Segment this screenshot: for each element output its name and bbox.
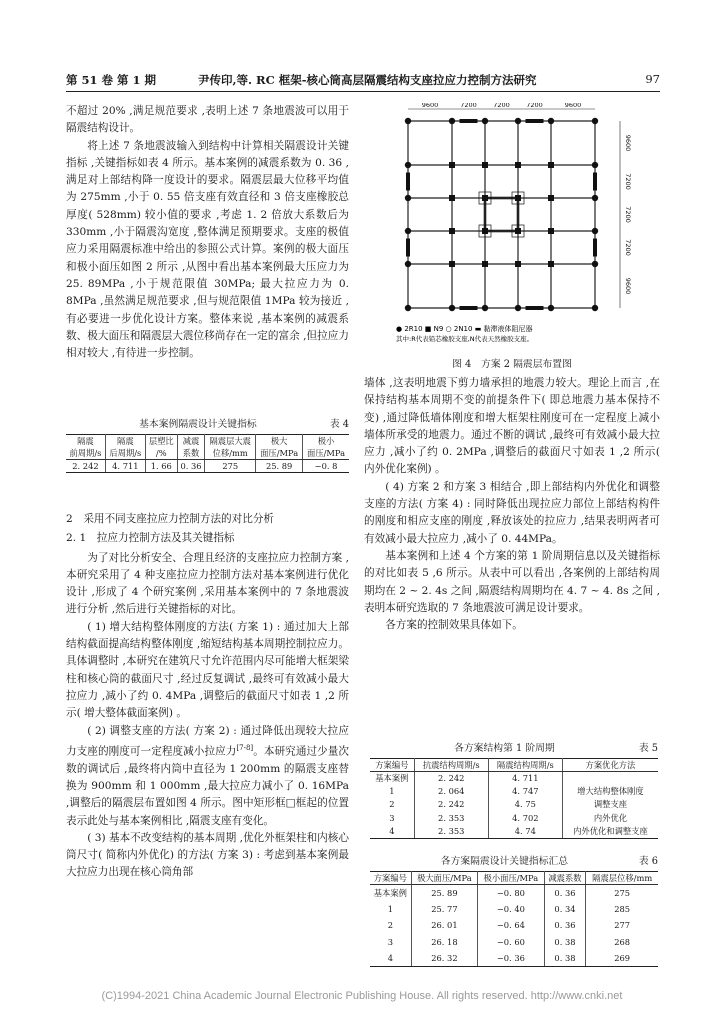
left-column-bottom	[66, 510, 349, 882]
table-cell: −0. 8	[303, 460, 349, 473]
table-cell: 内外优化	[593, 812, 628, 823]
table-cell: 268	[614, 936, 631, 947]
bearing-2R10	[482, 118, 488, 124]
header-line: 面压/MPa	[260, 448, 299, 458]
header-line: 系数	[182, 448, 200, 458]
bearing-N9	[548, 162, 554, 168]
bearing-N9	[482, 261, 488, 267]
bearing-2R10	[405, 228, 411, 234]
table-cell: −0. 64	[478, 917, 544, 933]
running-header	[66, 72, 660, 92]
column-header	[205, 435, 256, 460]
table-row	[370, 885, 658, 902]
table-cell	[562, 772, 658, 786]
header-line: 隔震	[117, 436, 134, 446]
column-header	[177, 435, 205, 460]
page-number: 97	[645, 72, 660, 86]
table-cell: 基本案例	[370, 885, 411, 902]
core-tube	[485, 198, 518, 231]
bearing-2R10	[405, 305, 411, 311]
header-line: 极小	[317, 436, 335, 446]
bearing-2R10	[482, 305, 488, 311]
table-row	[370, 825, 658, 839]
table-header-row	[370, 759, 658, 772]
column-header: 极小面压/MPa	[478, 872, 544, 885]
header-line: 面压/MPa	[307, 448, 346, 458]
table-cell: 0. 36	[544, 885, 586, 902]
column-header: 隔震结构周期/s	[488, 759, 562, 772]
bearing-2R10	[592, 228, 598, 234]
table-cell: 4. 711	[105, 460, 145, 473]
table-cell: 0. 34	[544, 901, 586, 917]
paragraph: 为了对比分析安全、合理且经济的支座拉应力控制方案 ,本研究采用了 4 种支座拉应力控制方法对基本案例进行优化设计 ,形成了 4 个研究案例 ,采用基本案例中的 7 条地震波进行分析 ,然后进行关键指标的对比。	[66, 551, 349, 616]
table-cell: 基本案例	[370, 772, 414, 786]
table-cell: 2. 353	[414, 812, 488, 825]
table-cell: 调整支座	[593, 799, 628, 810]
table-cell: 4. 747	[488, 785, 562, 798]
table-cell: 2. 064	[414, 785, 488, 798]
table-cell: 2. 242	[414, 772, 488, 786]
bearing-2R10	[592, 118, 598, 124]
right-column	[364, 375, 660, 634]
paragraph: 各方案的控制效果具体如下。	[385, 619, 523, 632]
paragraph: ( 4) 方案 2 和方案 3 相结合 ,即上部结构内外优化和调整支座的方法( 方案 4) : 同时降低出现拉应力部位上部结构构件的刚度和相应支座的刚度 ,释放该处的拉应力 ,结果表明两者可有效减小最大拉应力 ,减小了 0. 44MPa。	[364, 480, 660, 545]
bearing-2R10	[515, 118, 521, 124]
viscous-damper	[526, 306, 544, 310]
dimension-label: 7200	[526, 103, 543, 109]
dimension-label: 7200	[624, 239, 632, 256]
table-6	[370, 855, 658, 967]
bearing-N9	[482, 195, 488, 201]
figure-4	[392, 103, 642, 343]
table-row	[370, 785, 658, 798]
table-number: 表 5	[638, 743, 658, 754]
table-cell: 277	[614, 920, 631, 931]
table-cell: 25. 89	[411, 885, 477, 902]
dimension-label: 9600	[421, 103, 439, 109]
column-header	[256, 435, 303, 460]
bearing-N9	[482, 162, 488, 168]
running-title: 尹传印,等. RC 框架-核心筒高层隔震结构支座拉应力控制方法研究	[198, 73, 537, 87]
bearing-N9	[515, 162, 521, 168]
table-cell: 增大结构整体刚度	[577, 786, 644, 797]
copyright-footer: (C)1994-2021 China Academic Journal Electronic Publishing House. All rights reserved. http://www.cnki.net	[101, 990, 623, 1002]
bearing-N9	[548, 228, 554, 234]
table-cell: 3	[370, 812, 414, 825]
dimension-label: 7200	[493, 103, 510, 109]
table-cell: 内外优化和调整支座	[562, 825, 658, 839]
bearing-N9	[515, 228, 521, 234]
bearing-N9	[548, 261, 554, 267]
table-cell: 275	[614, 888, 631, 898]
column-header: 减震系数	[544, 872, 586, 885]
table-4-grid	[66, 434, 349, 473]
header-rule	[66, 91, 660, 92]
header-line: 隔震层大震	[209, 436, 251, 446]
table-cell: 26. 18	[411, 934, 477, 950]
column-header: 极大面压/MPa	[411, 872, 477, 885]
bearing-2R10	[405, 195, 411, 201]
table-cell: 1	[370, 785, 414, 798]
left-column-top	[66, 103, 349, 362]
column-header: 方案编号	[370, 759, 414, 772]
column-header: 隔震层位移/mm	[586, 872, 658, 885]
table-6-grid	[370, 871, 658, 967]
bearing-N9	[548, 195, 554, 201]
bearing-2R10	[449, 305, 455, 311]
header-line: 位移/mm	[212, 448, 248, 458]
citation: [7-8]	[236, 743, 254, 752]
paragraph-text: 。本研究通过少量次数的调试后 ,最终将内筒中直径为 1 200mm 的隔震支座替换为 900mm 和 1 000mm ,最大拉应力减小了 0. 16MPa ,调整后的隔震层布置如图 4 所示。图中矩形框□框起的位置表示此处与基本案例相比 ,隔震支座有变化。	[66, 745, 350, 827]
figure-caption: 图 4 方案 2 隔震层布置图	[452, 359, 572, 370]
table-caption	[370, 742, 658, 756]
table-row	[370, 901, 658, 917]
viscous-damper	[526, 119, 544, 123]
bearing-2R10	[405, 118, 411, 124]
table-cell: −0. 40	[478, 901, 544, 917]
table-cell: 2. 353	[414, 825, 488, 839]
table-row	[66, 460, 349, 473]
paragraph: 不超过 20% ,满足规范要求 ,表明上述 7 条地震波可以用于隔震结构设计。	[66, 105, 349, 135]
paragraph: 墙体 ,这表明地震下剪力墙承担的地震力较大。理论上而言 ,在保持结构基本周期不变的前提条件下( 即总地震力基本保持不变) ,通过降低墙体刚度和增大框架柱刚度可在一定程度上减小墙体所承受的地震力。通过不断的调试 ,最终可有效减小最大拉应力 ,减小了约 0. 2MPa ,调整后的截面尺寸如表 1 ,2 所示( 内外优化案例) 。	[364, 377, 660, 476]
column-header: 抗震结构周期/s	[414, 759, 488, 772]
dimension-label: 7200	[624, 173, 632, 190]
header-line: /%	[155, 448, 167, 458]
bearing-N9	[449, 261, 455, 267]
table-header-row	[370, 872, 658, 885]
table-cell: 1	[370, 901, 411, 917]
table-cell: −0. 80	[478, 885, 544, 902]
bearing-2R10	[592, 162, 598, 168]
table-cell: 0. 36	[544, 917, 586, 933]
figure-note: 其中:R代表铅芯橡胶支座,N代表天然橡胶支座。	[396, 335, 534, 343]
table-5	[370, 742, 658, 839]
table-cell: 2	[370, 798, 414, 811]
bearing-N9	[482, 228, 488, 234]
section-heading: 2 采用不同支座拉应力控制方法的对比分析	[66, 513, 275, 525]
viscous-damper	[406, 173, 410, 191]
bearing-2R10	[405, 261, 411, 267]
dimension-label: 9600	[624, 277, 632, 295]
table-number: 表 6	[638, 856, 658, 867]
paragraph-text: ( 2) 调整支座的方法( 方案 2) : 通过降低出现较大拉应力支座的刚度可一定程度减小拉应力	[66, 724, 349, 758]
bearing-2R10	[592, 195, 598, 201]
header-line: 极大	[270, 436, 288, 446]
bearing-2R10	[592, 305, 598, 311]
dimension-label: 9600	[624, 134, 632, 152]
table-cell: −0. 60	[478, 934, 544, 950]
table-cell: 26. 32	[411, 950, 477, 967]
table-cell: 4. 74	[488, 825, 562, 839]
viscous-damper	[406, 239, 410, 257]
table-cell: 4	[370, 825, 414, 839]
dimension-label: 7200	[460, 103, 477, 109]
header-line: 隔震	[77, 436, 94, 446]
table-cell: 4	[370, 950, 411, 967]
bearing-N9	[515, 261, 521, 267]
column-header: 方案优化方法	[562, 759, 658, 772]
table-row	[370, 812, 658, 825]
table-5-grid	[370, 758, 658, 839]
table-caption	[370, 855, 658, 869]
bearing-2R10	[449, 118, 455, 124]
column-header	[105, 435, 145, 460]
viscous-damper	[460, 119, 478, 123]
bearing-N9	[515, 195, 521, 201]
table-cell: 269	[586, 950, 658, 967]
bearing-2R10	[592, 261, 598, 267]
bearing-N9	[449, 228, 455, 234]
paragraph: ( 1) 增大结构整体刚度的方法( 方案 1) : 通过加大上部结构截面提高结构整体刚度 ,缩短结构基本周期控制拉应力。具体调整时 ,本研究在建筑尺寸允许范围内尽可能增大框架梁柱和核心筒的截面尺寸 ,经过反复调试 ,最终可有效减小最大拉应力 ,减小了约 0. 4MPa ,调整后的截面尺寸如表 1 ,2 所示( 增大整体截面案例) 。	[66, 620, 349, 720]
paragraph: 将上述 7 条地震波输入到结构中计算相关隔震设计关键指标 ,关键指标如表 4 所示。基本案例的减震系数为 0. 36 ,满足对上部结构降一度设计的要求。隔震层最大位移平均值为 275mm ,小于 0. 55 倍支座有效直径和 3 倍支座橡胶总厚度( 528mm) 较小值的要求 ,考虑 1. 2 倍放大系数后为 330mm ,小于隔震沟宽度 ,整体满足预期要求。支座的极值应力采用隔震标准中给出的参照公式计算。案例的极大面压和极小面压如图 2 所示 ,从图中看出基本案例最大压应力为 25. 89MPa ,小于规范限值 30MPa; 最大拉应力为 0. 8MPa ,虽然满足规范要求 ,但与规范限值 1MPa 较为接近 ,有必要进一步优化设计方案。整体来说 ,基本案例的减震系数、极大面压和隔震层大震位移尚存在一定的富余 ,但拉应力相对较大 ,有待进一步控制。	[66, 139, 349, 360]
paragraph: 基本案例和上述 4 个方案的第 1 阶周期信息以及关键指标的对比如表 5 ,6 所示。从表中可以看出 ,各案例的上部结构周期均在 2 ~ 2. 4s 之间 ,隔震结构周期均在 4. 7 ~ 4. 8s 之间 ,表明本研究选取的 7 条地震波可满足设计要求。	[364, 549, 660, 614]
table-row	[370, 950, 658, 967]
table-number: 表 4	[329, 419, 349, 430]
journal-issue: 第 51 卷 第 1 期	[66, 73, 157, 87]
table-row	[370, 934, 658, 950]
paragraph: ( 3) 基本不改变结构的基本周期 ,优化外框架柱和内核心筒尺寸( 简称内外优化) 的方法( 方案 3) : 考虑到基本案例最大拉应力出现在核心筒角部	[66, 831, 349, 879]
bearing-2R10	[548, 118, 554, 124]
table-header-row	[66, 435, 349, 460]
table-row	[370, 917, 658, 933]
column-header	[66, 435, 105, 460]
bearing-2R10	[515, 305, 521, 311]
table-4	[66, 418, 349, 473]
table-cell: 285	[614, 904, 631, 915]
table-cell: 0. 38	[544, 950, 586, 967]
bearing-2R10	[548, 305, 554, 311]
subsection-heading: 2. 1 拉应力控制方法及其关键指标	[66, 532, 235, 545]
header-line: 前周期/s	[69, 448, 102, 458]
table-caption	[66, 418, 349, 432]
column-header	[145, 435, 177, 460]
column-header	[303, 435, 349, 460]
table-cell: 0. 38	[544, 934, 586, 950]
table-cell: 25. 77	[411, 901, 477, 917]
table-row	[370, 772, 658, 786]
table-cell: 3	[370, 934, 411, 950]
table-cell: 4. 75	[488, 798, 562, 811]
table-title: 各方案结构第 1 阶周期	[454, 743, 555, 754]
viscous-damper	[460, 306, 478, 310]
table-cell: 1. 66	[145, 460, 177, 473]
column-header: 方案编号	[370, 872, 411, 885]
table-row	[370, 798, 658, 811]
bearing-N9	[449, 195, 455, 201]
table-title: 各方案隔震设计关键指标汇总	[440, 856, 569, 867]
table-cell: −0. 36	[478, 950, 544, 967]
table-cell: 4. 702	[488, 812, 562, 825]
table-cell: 275	[205, 460, 256, 473]
table-cell: 2. 242	[66, 460, 105, 473]
header-line: 后周期/s	[109, 448, 142, 458]
dimension-label: 9600	[564, 103, 582, 109]
viscous-damper	[593, 173, 597, 191]
figure-legend: ● 2R10 ■ N9 ○ 2N10 ▬ 黏滞液体阻尼器	[396, 325, 533, 333]
paragraph	[66, 723, 349, 830]
table-cell: 2	[370, 917, 411, 933]
isolation-layout-drawing	[392, 103, 642, 343]
header-line: 减震	[182, 436, 200, 446]
table-cell: 2. 242	[414, 798, 488, 811]
table-cell: 25. 89	[256, 460, 303, 473]
table-cell: 26. 01	[411, 917, 477, 933]
table-cell: 0. 36	[177, 460, 205, 473]
table-title: 基本案例隔震设计关键指标	[139, 419, 257, 430]
bearing-2R10	[405, 162, 411, 168]
table-cell: 4. 711	[488, 772, 562, 786]
viscous-damper	[593, 239, 597, 257]
dimension-label: 7200	[624, 206, 632, 223]
bearing-N9	[449, 162, 455, 168]
header-line: 层塑比	[148, 436, 174, 446]
